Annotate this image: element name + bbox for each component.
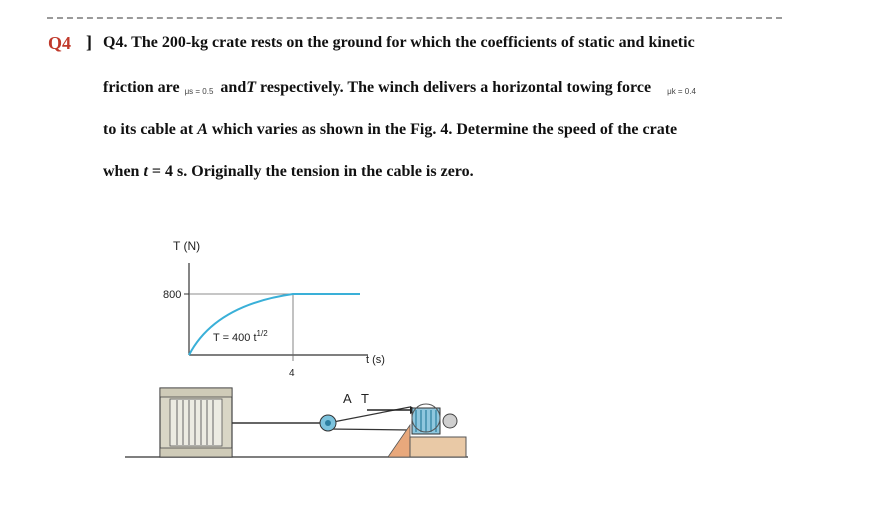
- winch-illustration: [125, 388, 468, 457]
- figure-4: [120, 225, 480, 465]
- and-text: and: [220, 79, 247, 96]
- varies-text: which varies as shown in the Fig. 4. Determine the speed of the crate: [207, 121, 678, 138]
- variable-T: T: [246, 79, 256, 96]
- crate-icon: [160, 388, 232, 457]
- friction-are-text: friction are: [103, 79, 180, 96]
- static-friction-value: μs = 0.5: [184, 87, 214, 96]
- y-axis-label: T (N): [173, 239, 201, 253]
- point-label-A: A: [343, 391, 352, 406]
- dashed-separator: [47, 17, 782, 19]
- variable-t: t: [143, 163, 148, 180]
- winch-base: [410, 437, 466, 457]
- x-tick-label: 4: [289, 368, 295, 379]
- originally-text: = 4 s. Originally the tension in the cable is zero.: [147, 163, 474, 180]
- pulley-icon: [320, 415, 336, 431]
- kinetic-friction-value: μk = 0.4: [667, 87, 696, 96]
- x-axis-label: t (s): [366, 354, 385, 366]
- question-number: Q4: [48, 33, 72, 53]
- when-text: when: [103, 163, 140, 180]
- point-label-T: T: [361, 391, 369, 406]
- tension-time-graph: [163, 239, 385, 379]
- y-tick-label: 800: [163, 289, 182, 301]
- problem-line-3: [103, 121, 677, 139]
- winch-motor-icon: [412, 404, 457, 434]
- cable-text: to its cable at: [103, 121, 194, 138]
- curve-label: T = 400 $t^{1/2}$: [213, 329, 268, 344]
- winch-text: respectively. The winch delivers a horizontal towing force: [256, 79, 652, 96]
- cable-lower: [328, 429, 410, 430]
- variable-A: A: [197, 121, 208, 138]
- problem-line-1: Q4. The 200-kg crate rests on the ground for which the coefficients of static and kinetic: [103, 34, 695, 51]
- tension-curve: [189, 294, 360, 355]
- question-bracket: ]: [86, 32, 92, 52]
- problem-line-2: [103, 79, 696, 97]
- problem-line-4: [103, 163, 474, 181]
